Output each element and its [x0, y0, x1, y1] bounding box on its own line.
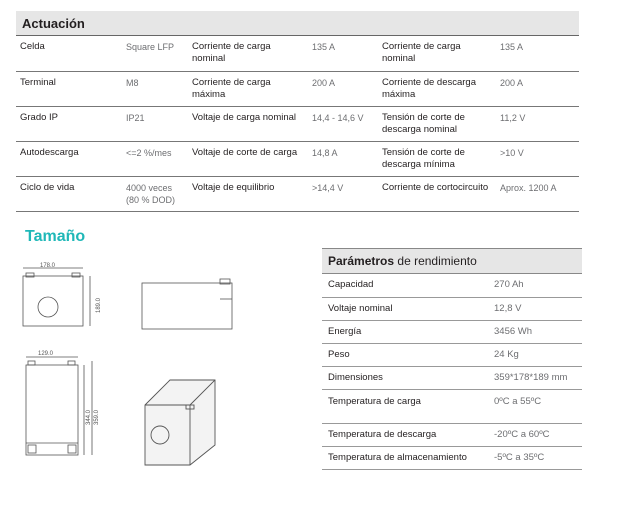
spec-label: Corriente de carga nominal: [188, 36, 308, 71]
spec-value: IP21: [122, 106, 188, 141]
spec-label: Corriente de carga máxima: [188, 71, 308, 106]
actuacion-row: [16, 141, 579, 176]
spec-label: Corriente de cortocircuito: [378, 176, 496, 211]
actuacion-row: [16, 106, 579, 141]
param-value: 270 Ah: [488, 274, 582, 297]
spec-value: Aprox. 1200 A: [496, 176, 579, 211]
parametros-title-rest: de rendimiento: [397, 254, 477, 268]
param-value: 3456 Wh: [488, 320, 582, 343]
parametros-row: [322, 389, 582, 423]
spec-value: 135 A: [496, 36, 579, 71]
dim-top-width: 178.0: [40, 263, 56, 269]
spec-value: M8: [122, 71, 188, 106]
parametros-row: [322, 320, 582, 343]
spec-value: Square LFP: [122, 36, 188, 71]
param-value: -20ºC a 60ºC: [488, 423, 582, 446]
param-value: 24 Kg: [488, 343, 582, 366]
spec-label: Celda: [16, 36, 122, 71]
spec-value: 135 A: [308, 36, 378, 71]
param-label: Energía: [322, 320, 488, 343]
side-view-outline: [142, 283, 232, 329]
dim-side-h2: 359.0: [94, 409, 100, 425]
spec-label: Corriente de carga nominal: [378, 36, 496, 71]
param-label: Dimensiones: [322, 366, 488, 389]
param-value: 12,8 V: [488, 297, 582, 320]
spec-value: 4000 veces (80 % DOD): [122, 176, 188, 211]
dim-top-height: 189.0: [96, 297, 102, 313]
actuacion-row: [16, 176, 579, 211]
parametros-row: [322, 297, 582, 320]
parametros-table: [322, 274, 582, 470]
front-view-outline: [23, 276, 83, 326]
spec-value: 14,8 A: [308, 141, 378, 176]
spec-value: 14,4 - 14,6 V: [308, 106, 378, 141]
parametros-row: [322, 423, 582, 446]
parametros-row: [322, 366, 582, 389]
spec-value: 11,2 V: [496, 106, 579, 141]
parametros-title-bold: Parámetros: [328, 254, 395, 268]
parametros-row: [322, 274, 582, 297]
spec-label: Grado IP: [16, 106, 122, 141]
spec-label: Voltaje de carga nominal: [188, 106, 308, 141]
front-view-terminal: [38, 297, 58, 317]
actuacion-row: [16, 71, 579, 106]
param-value: -5ºC a 35ºC: [488, 446, 582, 469]
battery-drawings: [10, 255, 235, 470]
dim-side-h1: 344.0: [86, 409, 92, 425]
param-label: Voltaje nominal: [322, 297, 488, 320]
actuacion-table: [16, 36, 579, 212]
actuacion-row: [16, 36, 579, 71]
param-label: Peso: [322, 343, 488, 366]
param-label: Temperatura de almacenamiento: [322, 446, 488, 469]
param-label: Capacidad: [322, 274, 488, 297]
spec-label: Ciclo de vida: [16, 176, 122, 211]
param-value: 0ºC a 55ºC: [488, 389, 582, 423]
parametros-header: [322, 248, 582, 274]
spec-label: Voltaje de equilibrio: [188, 176, 308, 211]
param-value: 359*178*189 mm: [488, 366, 582, 389]
spec-value: >14,4 V: [308, 176, 378, 211]
spec-value: >10 V: [496, 141, 579, 176]
param-label: Temperatura de descarga: [322, 423, 488, 446]
iso-view: [145, 380, 215, 465]
spec-label: Voltaje de corte de carga: [188, 141, 308, 176]
tamano-title: Tamaño: [25, 228, 86, 245]
dim-side-width: 129.0: [38, 351, 54, 357]
parametros-row: [322, 343, 582, 366]
param-label: Temperatura de carga: [322, 389, 488, 423]
spec-value: 200 A: [308, 71, 378, 106]
spec-value: 200 A: [496, 71, 579, 106]
spec-label: Tensión de corte de descarga nominal: [378, 106, 496, 141]
spec-label: Terminal: [16, 71, 122, 106]
spec-label: Autodescarga: [16, 141, 122, 176]
spec-label: Tensión de corte de descarga mínima: [378, 141, 496, 176]
spec-value: <=2 %/mes: [122, 141, 188, 176]
parametros-row: [322, 446, 582, 469]
tall-view-outline: [26, 365, 78, 455]
actuacion-header: Actuación: [16, 11, 579, 36]
spec-label: Corriente de descarga máxima: [378, 71, 496, 106]
